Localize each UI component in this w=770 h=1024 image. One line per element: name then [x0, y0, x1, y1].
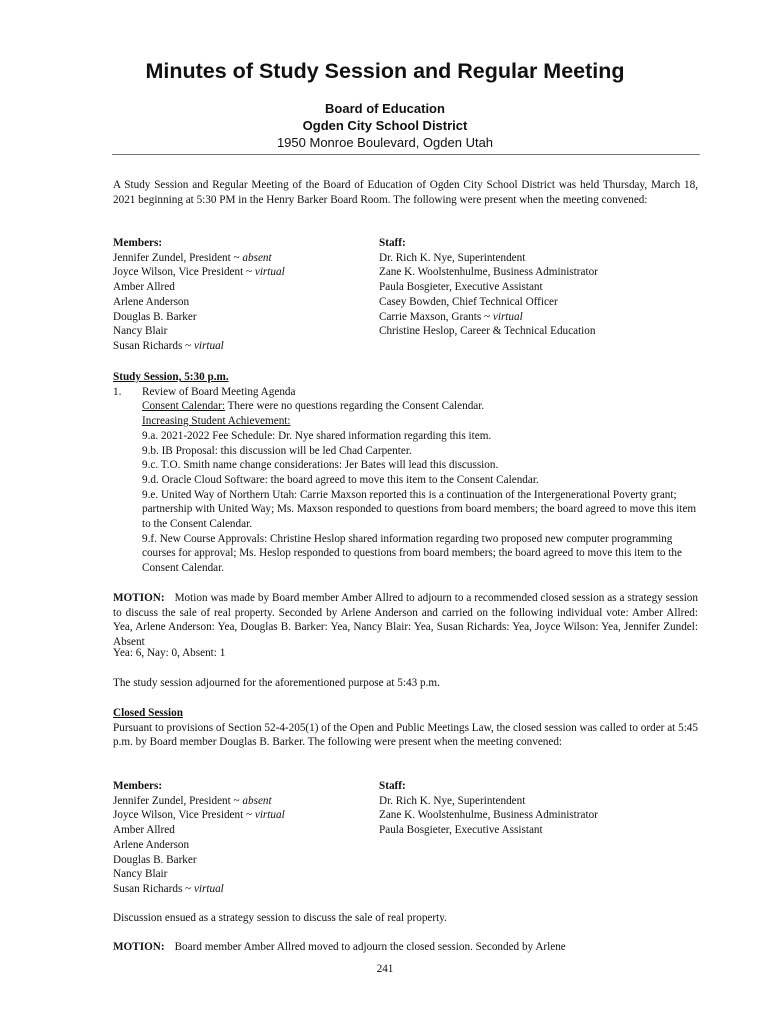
staff-column	[379, 779, 699, 838]
member-item-name: Arlene Anderson	[113, 295, 190, 308]
motion-1-tally: Yea: 6, Nay: 0, Absent: 1	[113, 647, 226, 659]
consent-calendar-line	[113, 399, 698, 414]
agenda-subitem: 9.c. T.O. Smith name change considerations: Jer Bates will lead this discussion.	[142, 459, 499, 472]
intro-paragraph: A Study Session and Regular Meeting of the Board of Education of Ogden City School District was held Thursday, March 18, 2021 beginning at 5:30 PM in the Henry Barker Board Room. The following were present when the meeting convened:	[113, 179, 698, 206]
member-item-status: virtual	[193, 339, 224, 352]
staff-item	[379, 280, 699, 295]
staff-item-name: Dr. Rich K. Nye, Superintendent	[379, 251, 526, 264]
member-item-name: Arlene Anderson	[113, 838, 190, 851]
header-address: 1950 Monroe Boulevard, Ogden Utah	[276, 135, 494, 150]
member-item-status: virtual	[254, 809, 285, 822]
member-item	[113, 882, 373, 897]
motion-text: Motion was made by Board member Amber Allred to adjourn to a recommended closed session as a strategy session to discuss the sale of real property. Seconded by Arlene Anderson and carried on the following individual vote: Amber Allred: Yea, Arlene Anderson: Yea, Douglas B. Barker: Yea, Nancy Blair: Yea, Susan Richards: Yea, Joyce Wilson: Yea, Jennifer Zundel: Absent	[113, 592, 698, 649]
staff-item	[379, 265, 699, 280]
member-item	[113, 280, 373, 295]
members-list	[113, 251, 373, 354]
member-item	[113, 867, 373, 882]
achievement-label: Increasing Student Achievement:	[142, 415, 291, 428]
members-list	[113, 794, 373, 897]
member-item	[113, 265, 373, 280]
member-item	[113, 838, 373, 853]
consent-calendar-text: There were no questions regarding the Consent Calendar.	[224, 400, 485, 413]
agenda-item-number: 1.	[113, 385, 122, 398]
staff-heading: Staff:	[379, 237, 406, 249]
member-item	[113, 823, 373, 838]
closed-session-heading: Closed Session	[113, 707, 183, 719]
staff-heading: Staff:	[379, 780, 406, 792]
agenda-subitem: 9.f. New Course Approvals: Christine Heslop shared information regarding two proposed new computer programming courses for approval; Ms. Heslop responded to questions from board members; the board agreed to move this item to the Consent Calendar.	[142, 532, 682, 575]
motion-label: MOTION:	[113, 592, 165, 604]
member-item-name: Joyce Wilson, Vice President ~	[113, 266, 255, 279]
staff-item	[379, 808, 699, 823]
adjourned-paragraph: The study session adjourned for the aforementioned purpose at 5:43 p.m.	[113, 677, 440, 689]
page-title: Minutes of Study Session and Regular Meeting	[145, 59, 625, 83]
member-item	[113, 310, 373, 325]
header-divider	[112, 154, 700, 155]
member-item-status: absent	[242, 251, 272, 264]
staff-item	[379, 823, 699, 838]
staff-list	[379, 251, 699, 339]
member-item	[113, 324, 373, 339]
discussion-paragraph: Discussion ensued as a strategy session to discuss the sale of real property.	[113, 912, 447, 924]
member-item-name: Susan Richards ~	[113, 882, 194, 895]
staff-item	[379, 794, 699, 809]
page-number: 241	[376, 963, 394, 975]
closed-session-text: Pursuant to provisions of Section 52-4-205(1) of the Open and Public Meetings Law, the closed session was called to order at 5:45 p.m. by Board member Douglas B. Barker. The following were present when the meeting convened:	[113, 721, 698, 749]
member-item-name: Douglas B. Barker	[113, 853, 197, 866]
agenda-subitem: 9.a. 2021-2022 Fee Schedule: Dr. Nye shared information regarding this item.	[142, 429, 492, 442]
member-item	[113, 295, 373, 310]
motion-1	[113, 591, 698, 650]
agenda-subitem: 9.e. United Way of Northern Utah: Carrie Maxson reported this is a continuation of the Intergenerational Poverty grant; partnership with United Way; Ms. Maxson responded to questions from board members; the board agreed to move this item to the Consent Calendar.	[142, 488, 697, 531]
members-heading: Members:	[113, 780, 163, 792]
staff-item-name: Zane K. Woolstenhulme, Business Administrator	[379, 266, 598, 279]
member-item	[113, 853, 373, 868]
agenda-item	[113, 385, 698, 400]
members-heading: Members:	[113, 237, 163, 249]
member-item-name: Jennifer Zundel, President ~	[113, 794, 243, 807]
member-item-name: Amber Allred	[113, 281, 175, 294]
study-session-section	[113, 370, 698, 576]
staff-list	[379, 794, 699, 838]
member-item	[113, 808, 373, 823]
member-item-name: Amber Allred	[113, 824, 175, 837]
document-header	[0, 100, 770, 151]
member-item-name: Joyce Wilson, Vice President ~	[113, 809, 255, 822]
member-item-status: absent	[242, 794, 272, 807]
member-item-name: Susan Richards ~	[113, 339, 194, 352]
staff-item-name: Christine Heslop, Career & Technical Education	[379, 325, 596, 338]
member-item-status: virtual	[254, 266, 285, 279]
member-item-name: Nancy Blair	[113, 868, 168, 881]
staff-column	[379, 236, 699, 339]
motion-label: MOTION:	[113, 941, 165, 953]
staff-item-name: Dr. Rich K. Nye, Superintendent	[379, 794, 526, 807]
staff-item	[379, 324, 699, 339]
members-column	[113, 236, 373, 354]
header-district: Ogden City School District	[302, 118, 468, 133]
member-item	[113, 251, 373, 266]
staff-item-name: Paula Bosgieter, Executive Assistant	[379, 824, 543, 837]
member-item	[113, 794, 373, 809]
agenda-item-title: Review of Board Meeting Agenda	[142, 385, 296, 398]
staff-item	[379, 310, 699, 325]
motion-text: Board member Amber Allred moved to adjourn the closed session. Seconded by Arlene	[174, 941, 566, 953]
subitems-list	[113, 429, 698, 576]
staff-item	[379, 295, 699, 310]
study-session-heading: Study Session, 5:30 p.m.	[113, 371, 229, 383]
member-item-name: Jennifer Zundel, President ~	[113, 251, 243, 264]
staff-item-name: Casey Bowden, Chief Technical Officer	[379, 295, 558, 308]
closed-session-section	[113, 706, 698, 750]
member-item-status: virtual	[193, 882, 224, 895]
staff-item-name: Carrie Maxson, Grants ~	[379, 310, 493, 323]
member-item-name: Douglas B. Barker	[113, 310, 197, 323]
agenda-subitem: 9.d. Oracle Cloud Software: the board agreed to move this item to the Consent Calendar.	[142, 473, 539, 486]
staff-item-name: Paula Bosgieter, Executive Assistant	[379, 281, 543, 294]
consent-calendar-label: Consent Calendar:	[142, 400, 225, 413]
agenda-subitem: 9.b. IB Proposal: this discussion will be led Chad Carpenter.	[142, 444, 412, 457]
header-org: Board of Education	[325, 101, 445, 116]
staff-item	[379, 251, 699, 266]
member-item-name: Nancy Blair	[113, 325, 168, 338]
members-column	[113, 779, 373, 897]
staff-item-name: Zane K. Woolstenhulme, Business Administrator	[379, 809, 598, 822]
staff-item-status: virtual	[492, 310, 523, 323]
member-item	[113, 339, 373, 354]
motion-2	[113, 940, 698, 955]
